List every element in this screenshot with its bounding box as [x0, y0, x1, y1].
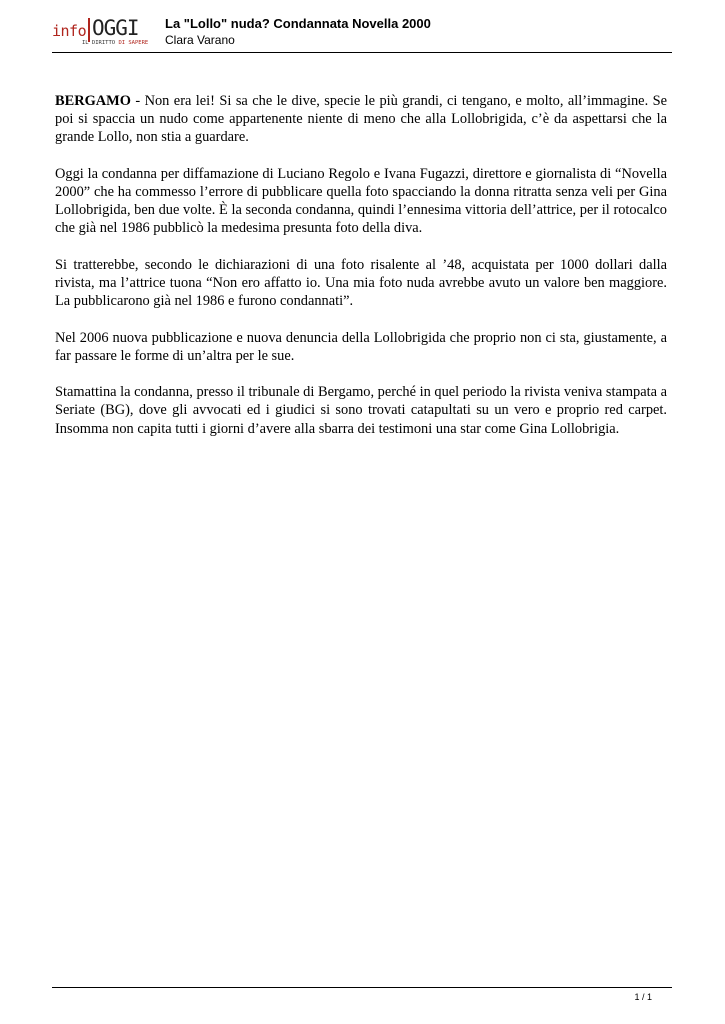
- paragraph-4: Nel 2006 nuova pubblicazione e nuova denuncia della Lollobrigida che proprio non ci sta, giustamente, a far passare le forme di un’altra per le sue.: [55, 329, 667, 364]
- page-number: 1 / 1: [634, 992, 652, 1002]
- dateline: BERGAMO: [55, 93, 131, 109]
- article-author: Clara Varano: [165, 33, 235, 47]
- logo-oggi-text: OGGI: [92, 16, 139, 40]
- page-footer: [52, 987, 672, 1002]
- logo-tagline-a: IL DIRITTO: [82, 40, 119, 46]
- logo-tagline: [82, 40, 148, 46]
- paragraph-5: Stamattina la condanna, presso il tribunale di Bergamo, perché in quel periodo la rivista veniva stampata a Seriate (BG), dove gli avvocati ed i giudici si sono trovati catapultati su un vero e proprio red carpet. Insomma non capita tutti i giorni d’avere alla sbarra dei testimoni una star come Gina Lollobrigia.: [55, 384, 667, 437]
- logo-info-text: info: [52, 22, 87, 40]
- article-body: [55, 92, 667, 456]
- logo-divider: [88, 18, 90, 42]
- page-header: [52, 12, 672, 53]
- article-title: La "Lollo" nuda? Condannata Novella 2000: [165, 16, 431, 31]
- paragraph-3: Si tratterebbe, secondo le dichiarazioni di una foto risalente al ’48, acquistata per 1000 dollari dalla rivista, ma l’attrice tuona “Non ero affatto io. Una mia foto nuda avrebbe avuto un valore ben maggiore. La pubblicarono già nel 1986 e furono condannati”.: [55, 256, 667, 310]
- paragraph-2: Oggi la condanna per diffamazione di Luciano Regolo e Ivana Fugazzi, direttore e giornalista di “Novella 2000” che ha commesso l’errore di pubblicare quella foto spacciando la donna ritratta senza veli per Gina Lollobrigida, ben due volte. È la seconda condanna, quindi l’ennesima vittoria dell’attrice, per il rotocalco che già nel 1986 pubblicò la medesima presunta foto della diva.: [55, 165, 667, 237]
- paragraph-1-text: - Non era lei! Si sa che le dive, specie le più grandi, ci tengano, e molto, all’immagine. Se poi si spaccia un nudo come appartenente niente di meno che alla Lollobrigida, c’è da aspettarsi che la grande Lollo, non stia a guardare.: [55, 93, 667, 146]
- infooggi-logo[interactable]: [52, 16, 156, 46]
- paragraph-1: [55, 92, 667, 147]
- logo-tagline-b: DI SAPERE: [118, 40, 149, 46]
